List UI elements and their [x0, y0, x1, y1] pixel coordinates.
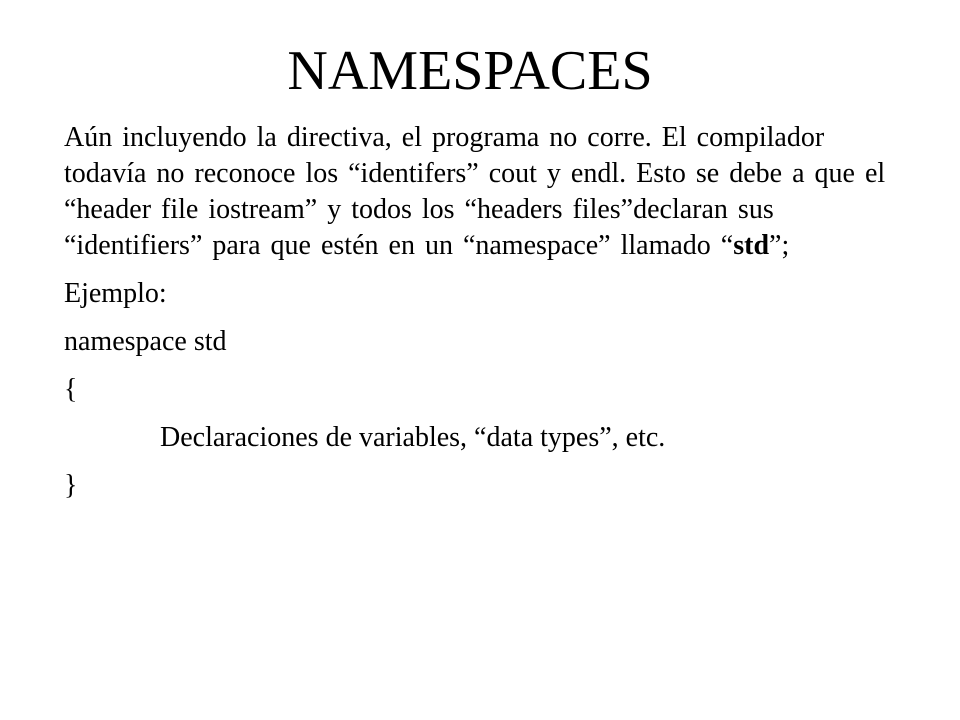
intro-text-end: ”;: [769, 230, 790, 261]
std-bold-text: std: [733, 230, 770, 261]
intro-paragraph: [64, 120, 894, 264]
intro-text: Aún incluyendo la directiva, el programa no corre. El compilador todavía no reconoce los “identifers” cout y endl. Esto se debe a que el “header file iostream” y todos los “headers files”declaran sus “identifiers” para que estén en un “namespace” llamado “: [64, 122, 886, 261]
code-namespace-line: namespace std: [64, 326, 227, 357]
code-body-line: Declaraciones de variables, “data types”, etc.: [160, 422, 666, 453]
example-label: Ejemplo:: [64, 278, 167, 309]
slide-title: NAMESPACES: [287, 40, 653, 102]
slide-content: [64, 120, 920, 504]
code-close-brace: }: [64, 470, 78, 501]
code-open-brace: {: [64, 374, 78, 405]
